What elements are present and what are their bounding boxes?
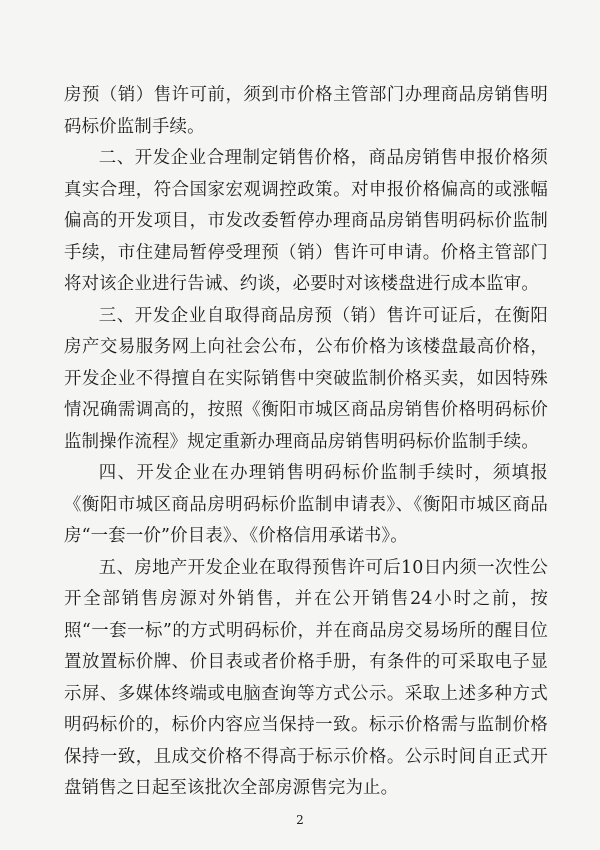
- paragraph-item-3: 三、开发企业自取得商品房预（销）售许可证后，在衡阳房产交易服务网上向社会公布，公布价格为该楼盘最高价格，开发企业不得擅自在实际销售中突破监制价格买卖，如因特殊情况确需调高的，按照《衡阳市城区商品房销售价格明码标价监制操作流程》规定重新办理商品房销售明码标价监制手续。: [64, 305, 548, 452]
- document-body: [64, 80, 548, 805]
- paragraph-item-2: 二、开发企业合理制定销售价格，商品房销售申报价格须真实合理，符合国家宏观调控政策。对申报价格偏高的或涨幅偏高的开发项目，市发改委暂停办理商品房销售明码标价监制手续，市住建局暂停受理预（销）售许可申请。价格主管部门将对该企业进行告诫、约谈，必要时对该楼盘进行成本监审。: [64, 148, 548, 294]
- paragraph-continuation: 房预（销）售许可前，须到市价格主管部门办理商品房销售明码标价监制手续。: [64, 85, 548, 137]
- paragraph-item-5: 五、房地产开发企业在取得预售许可后10日内须一次性公开全部销售房源对外销售，并在公开销售24小时之前，按照“一套一标”的方式明码标价，并在商品房交易场所的醒目位置放置标价牌、价目表或者价格手册，有条件的可采取电子显示屏、多媒体终端或电脑查询等方式公示。采取上述多种方式明码标价的，标价内容应当保持一致。标示价格需与监制价格保持一致，且成交价格不得高于标示价格。公示时间自正式开盘销售之日起至该批次全部房源售完为止。: [64, 557, 548, 798]
- paragraph-item-4: 四、开发企业在办理销售明码标价监制手续时，须填报《衡阳市城区商品房明码标价监制申请表》、《衡阳市城区商品房“一套一价”价目表》、《价格信用承诺书》。: [64, 463, 548, 546]
- page-number: 2: [296, 813, 304, 827]
